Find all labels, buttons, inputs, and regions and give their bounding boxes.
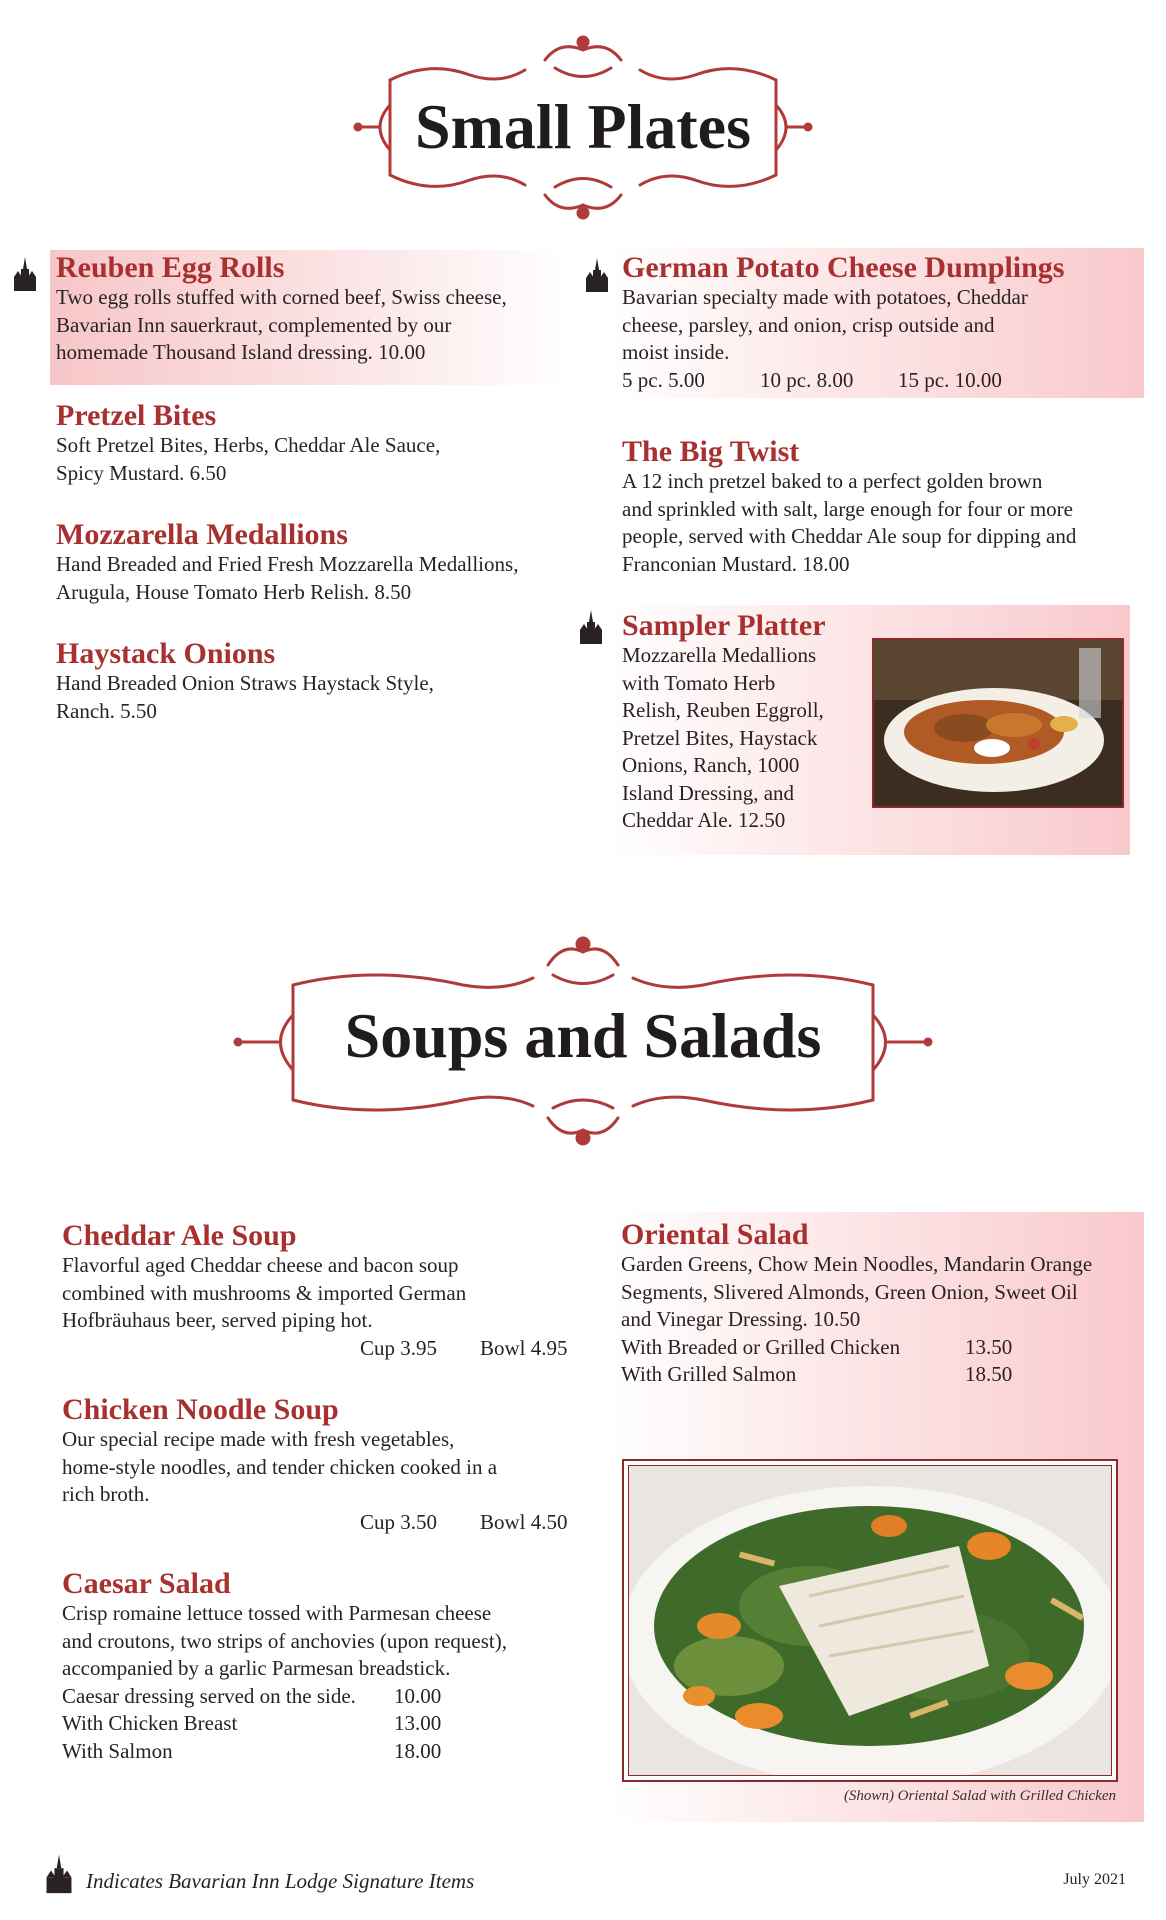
church-icon: [10, 255, 40, 295]
option-row: [62, 1710, 582, 1738]
item-description: [56, 284, 576, 367]
menu-item-the-big-twist: [622, 436, 1146, 578]
menu-item-chicken-noodle-soup: [62, 1394, 582, 1536]
cup-price: Cup 3.50: [360, 1509, 438, 1534]
menu-item-pretzel-bites: [56, 400, 576, 487]
item-name: German Potato Cheese Dumplings: [622, 251, 1065, 284]
item-name: Sampler Platter: [622, 609, 826, 642]
option-label: Caesar dressing served on the side.: [62, 1683, 356, 1708]
option-label: With Breaded or Grilled Chicken: [621, 1334, 901, 1359]
item-name: Reuben Egg Rolls: [56, 251, 285, 284]
desc-line: and Vinegar Dressing. 10.50: [621, 1307, 861, 1331]
item-description: [56, 551, 596, 606]
soups-salads-banner: [233, 930, 933, 1150]
church-icon: [42, 1852, 76, 1898]
desc-line: cheese, parsley, and onion, crisp outside and: [622, 312, 995, 337]
desc-line: Flavorful aged Cheddar cheese and bacon soup: [62, 1253, 459, 1277]
desc-line: Hand Breaded Onion Straws Haystack Style,: [56, 671, 434, 695]
soups-salads-title: Soups and Salads: [344, 1000, 822, 1071]
desc-line: home-style noodles, and tender chicken cooked in a: [62, 1454, 498, 1479]
item-name: The Big Twist: [622, 435, 800, 468]
salad-illustration: [629, 1466, 1112, 1776]
price-10pc: 10 pc. 8.00: [760, 367, 854, 392]
desc-line: with Tomato Herb: [622, 670, 776, 695]
desc-line: Mozzarella Medallions: [622, 643, 817, 667]
desc-line: Cheddar Ale. 12.50: [622, 808, 786, 832]
desc-line: people, served with Cheddar Ale soup for dipping and: [622, 524, 1077, 548]
item-name: Pretzel Bites: [56, 399, 217, 432]
option-price: 18.00: [394, 1738, 442, 1763]
desc-line: Island Dressing, and: [622, 780, 795, 805]
desc-line: Garden Greens, Chow Mein Noodles, Mandarin Orange: [621, 1252, 1093, 1276]
item-description: [621, 1251, 1141, 1334]
desc-line: and sprinkled with salt, large enough for four or more: [622, 496, 1073, 521]
menu-item-mozzarella-medallions: [56, 519, 596, 606]
option-row: [621, 1334, 1141, 1362]
menu-date: July 2021: [1063, 1871, 1126, 1888]
oriental-salad-photo: [622, 1459, 1118, 1782]
menu-item-haystack-onions: [56, 638, 576, 725]
desc-line: rich broth.: [62, 1482, 150, 1506]
menu-item-sampler-platter: [622, 610, 872, 835]
option-label: With Grilled Salmon: [621, 1362, 797, 1386]
piece-price-row: [622, 367, 1142, 395]
cup-price: Cup 3.95: [360, 1335, 438, 1360]
church-icon: [576, 608, 606, 648]
option-label: With Salmon: [62, 1738, 173, 1763]
bowl-price: Bowl 4.95: [480, 1335, 568, 1360]
option-row: [621, 1361, 1141, 1389]
desc-line: Pretzel Bites, Haystack: [622, 725, 818, 750]
desc-line: Soft Pretzel Bites, Herbs, Cheddar Ale Sauce,: [56, 433, 441, 457]
small-plates-banner: [350, 30, 816, 220]
item-description: [622, 468, 1146, 578]
menu-item-oriental-salad: [621, 1219, 1141, 1389]
item-name: Haystack Onions: [56, 637, 276, 670]
item-description: [622, 284, 1142, 367]
signature-legend: Indicates Bavarian Inn Lodge Signature Items: [86, 1869, 475, 1893]
desc-line: Franconian Mustard. 18.00: [622, 551, 850, 576]
desc-line: Onions, Ranch, 1000: [622, 753, 800, 777]
item-name: Mozzarella Medallions: [56, 518, 348, 551]
bowl-price: Bowl 4.50: [480, 1509, 568, 1534]
option-label: With Chicken Breast: [62, 1711, 238, 1735]
menu-item-caesar-salad: [62, 1568, 582, 1765]
option-price: 10.00: [394, 1683, 442, 1708]
menu-item-cheddar-ale-soup: [62, 1220, 582, 1362]
option-row: [62, 1738, 582, 1766]
small-plates-title: Small Plates: [415, 91, 751, 162]
desc-line: Bavarian specialty made with potatoes, Cheddar: [622, 285, 1028, 309]
price-15pc: 15 pc. 10.00: [898, 367, 1002, 392]
desc-line: Hand Breaded and Fried Fresh Mozzarella Medallions,: [56, 552, 519, 576]
desc-line: accompanied by a garlic Parmesan breadstick.: [62, 1656, 451, 1680]
price-5pc: 5 pc. 5.00: [622, 367, 705, 392]
option-price: 18.50: [965, 1362, 1013, 1386]
platter-illustration: [874, 640, 1122, 806]
item-name: Caesar Salad: [62, 1567, 231, 1600]
cup-bowl-row: [62, 1335, 582, 1363]
item-description: [56, 670, 576, 725]
desc-line: Crisp romaine lettuce tossed with Parmesan cheese: [62, 1601, 492, 1625]
desc-line: Spicy Mustard. 6.50: [56, 460, 227, 485]
desc-line: and croutons, two strips of anchovies (upon request),: [62, 1628, 507, 1653]
desc-line: Hofbräuhaus beer, served piping hot.: [62, 1308, 373, 1332]
desc-line: Bavarian Inn sauerkraut, complemented by our: [56, 312, 452, 337]
oriental-salad-caption: (Shown) Oriental Salad with Grilled Chicken: [843, 1788, 1116, 1804]
item-description: [62, 1426, 582, 1509]
desc-line: moist inside.: [622, 340, 730, 364]
option-price: 13.50: [965, 1334, 1013, 1359]
desc-line: A 12 inch pretzel baked to a perfect golden brown: [622, 469, 1043, 493]
desc-line: Relish, Reuben Eggroll,: [622, 698, 824, 722]
desc-line: homemade Thousand Island dressing. 10.00: [56, 340, 426, 364]
church-icon: [582, 256, 612, 296]
menu-item-german-potato-cheese-dumplings: [622, 252, 1142, 394]
desc-line: Two egg rolls stuffed with corned beef, Swiss cheese,: [56, 285, 507, 309]
desc-line: Our special recipe made with fresh vegetables,: [62, 1427, 455, 1451]
item-name: Cheddar Ale Soup: [62, 1219, 297, 1252]
cup-bowl-row: [62, 1509, 582, 1537]
sampler-platter-photo: [872, 638, 1124, 808]
desc-line: Ranch. 5.50: [56, 698, 157, 723]
desc-line: Segments, Slivered Almonds, Green Onion, Sweet Oil: [621, 1279, 1078, 1304]
item-description: [62, 1252, 582, 1335]
item-description: [62, 1600, 582, 1683]
item-name: Chicken Noodle Soup: [62, 1393, 339, 1426]
menu-item-reuben-egg-rolls: [56, 252, 576, 367]
item-description: [56, 432, 576, 487]
option-row: [62, 1683, 582, 1711]
item-description: [622, 642, 872, 835]
desc-line: Arugula, House Tomato Herb Relish. 8.50: [56, 579, 412, 604]
option-price: 13.00: [394, 1711, 442, 1735]
item-name: Oriental Salad: [621, 1218, 809, 1251]
desc-line: combined with mushrooms & imported German: [62, 1280, 467, 1305]
